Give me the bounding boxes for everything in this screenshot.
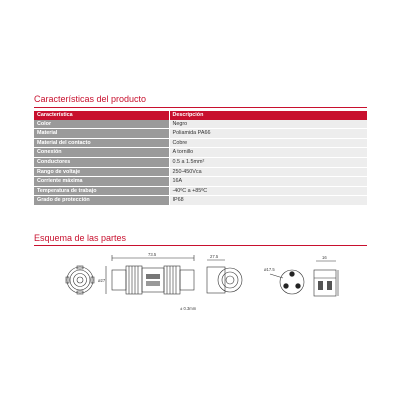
row-value: 0.5 a 1.5mm² (169, 157, 367, 167)
left-end-view (66, 266, 94, 294)
dim-side-width: 27.5 (210, 254, 219, 259)
header-description: Descripción (169, 111, 367, 120)
table-row (34, 120, 367, 129)
section-divider (34, 107, 367, 108)
row-value: 16A (169, 177, 367, 187)
right-end-view (207, 267, 242, 293)
dim-height: ø27 (98, 278, 106, 283)
table-row (34, 148, 367, 158)
row-key: Grado de protección (34, 196, 169, 206)
row-key: Temperatura de trabajo (34, 186, 169, 196)
table-header-row (34, 111, 367, 120)
row-value: Negro (169, 120, 367, 129)
row-key: Conductores (34, 157, 169, 167)
table-row (34, 196, 367, 206)
section-title-features: Características del producto (34, 94, 147, 104)
connector-side-view (112, 266, 194, 294)
row-value: IP68 (169, 196, 367, 206)
tolerance-note: ± 0.3mm (180, 306, 197, 311)
pin-face-view (270, 270, 304, 294)
section-title-schematic: Esquema de las partes (34, 233, 127, 243)
table-row (34, 167, 367, 177)
table-row (34, 138, 367, 148)
row-key: Rango de voltaje (34, 167, 169, 177)
row-key: Material del contacto (34, 138, 169, 148)
table-row (34, 177, 367, 187)
table-row (34, 157, 367, 167)
dim-right-width: 16 (322, 255, 327, 260)
table-row (34, 129, 367, 139)
dim-pin-circle: ø17.5 (264, 267, 275, 272)
row-key: Color (34, 120, 169, 129)
terminal-block-view (314, 270, 336, 296)
connector-schematic (0, 248, 400, 328)
row-key: Material (34, 129, 169, 139)
row-value: -40ºC a +85ºC (169, 186, 367, 196)
row-value: Cobre (169, 138, 367, 148)
table-row (34, 186, 367, 196)
row-key: Conexión (34, 148, 169, 158)
header-characteristic: Característica (34, 111, 169, 120)
row-key: Corriente máxima (34, 177, 169, 187)
section-divider (34, 245, 367, 246)
row-value: A tornillo (169, 148, 367, 158)
features-table (34, 111, 367, 206)
dim-length: 73.5 (148, 252, 157, 257)
row-value: Poliamida PA66 (169, 129, 367, 139)
row-value: 250-450Vca (169, 167, 367, 177)
